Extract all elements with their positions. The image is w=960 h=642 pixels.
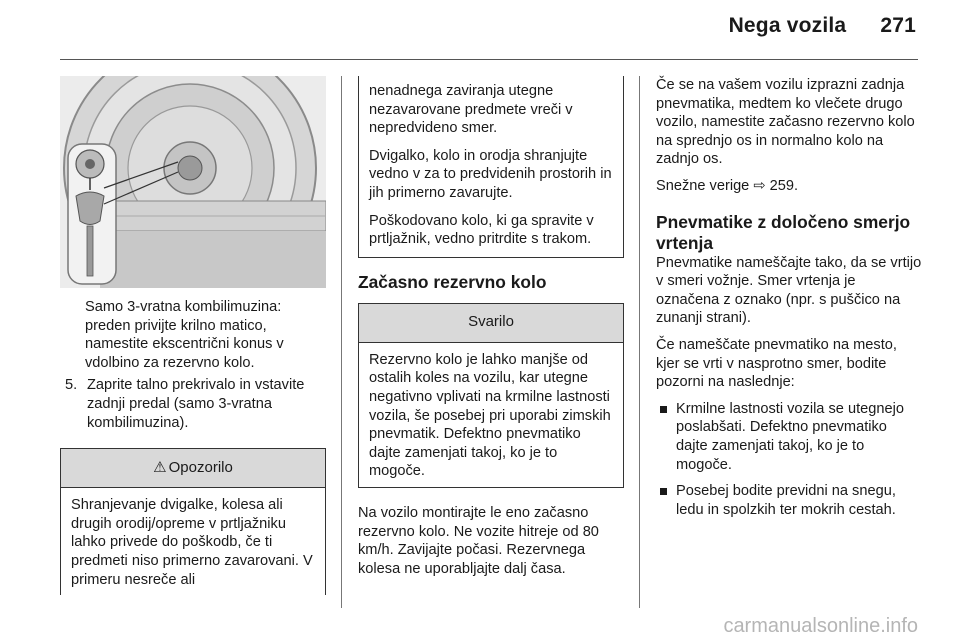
column-divider-1 — [341, 76, 342, 608]
bullet-square — [660, 406, 667, 413]
warning-header — [61, 449, 325, 488]
step-5 — [60, 376, 326, 432]
section-heading-spare-wheel: Začasno rezervno kolo — [358, 271, 547, 292]
warning-box-continued — [358, 76, 624, 258]
warning-body: Shranjevanje dvigalke, kolesa ali drugih orodij/opreme v prtljažniku lahko privede do poškodb, če ti predmeti niso primerno zavarovani. V primeru nesreče ali — [71, 497, 313, 588]
caution-title: Svarilo — [468, 313, 514, 331]
list-item-text: Posebej bodite previdni na snegu, ledu in spolzkih ter mokrih cestah. — [676, 483, 896, 518]
page-header — [729, 14, 916, 38]
step-text: Zaprite talno prekrivalo in vstavite zadnji predal (samo 3-vratna kombilimuzina). — [87, 377, 305, 431]
column-1 — [60, 76, 326, 595]
column-2 — [358, 76, 624, 586]
spare-wheel-illustration — [60, 76, 326, 288]
paragraph-mounting: Pnevmatike nameščajte tako, da se vrtijo v smeri vožnje. Smer vrtenja je označena z oznako (npr. s puščico na zunanji strani). — [656, 254, 922, 327]
paragraph-towing: Če se na vašem vozilu izprazni zadnja pnevmatika, medtem ko vlečete drugo vozilo, namestite začasno rezervno kolo na sprednjo os in normalno kolo na zadnjo os. — [656, 77, 915, 168]
section-heading-directional-tyres: Pnevmatike z določeno smerjo vrtenja — [656, 211, 911, 253]
column-divider-2 — [639, 76, 640, 608]
list-item-text: Krmilne lastnosti vozila se utegnejo poslabšati. Defektno pnevmatiko dajte zamenjati takoj, ko je to mogoče. — [676, 400, 904, 473]
spare-wheel-paragraph: Na vozilo montirajte le eno začasno rezervno kolo. Ne vozite hitreje od 80 km/h. Zavijajte počasi. Rezervnega kolesa ne uporabljajte dalj časa. — [358, 504, 599, 577]
bullet-square — [660, 488, 667, 495]
caution-box — [358, 303, 624, 488]
step-continuation: Samo 3-vratna kombilimuzina: preden privijte krilno matico, namestite ekscentrični konus v vdolbino za rezervno kolo. — [85, 299, 284, 371]
warning-box — [60, 448, 326, 595]
caution-body: Rezervno kolo je lahko manjše od ostalih koles na vozilu, kar utegne negativno vplivati na krmilne lastnosti vozila, še posebej pri uporabi zimskih pnevmatik. Defektno pnevmatiko dajte zamenjati takoj, ko je to mogoče. — [369, 351, 611, 480]
warning-cont-3: Poškodovano kolo, ki ga spravite v prtljažnik, vedno pritrdite s trakom. — [369, 212, 594, 248]
spare-wheel-drawing — [60, 76, 326, 288]
section-title: Nega vozila — [728, 14, 847, 37]
list-item — [656, 400, 922, 474]
snow-chains-text: Snežne verige — [656, 177, 750, 194]
paragraph-opposite-direction: Če nameščate pnevmatiko na mesto, kjer se vrti v nasprotno smer, bodite pozorni na naslednje: — [656, 336, 897, 391]
watermark: carmanualsonline.info — [723, 615, 918, 637]
snow-chains-page: 259. — [769, 177, 799, 194]
snow-chains-reference — [656, 177, 922, 196]
arrow-reference-icon: ⇨ — [753, 177, 766, 194]
column-3 — [656, 76, 922, 527]
warning-cont-2: Dvigalko, kolo in orodja shranjujte vedno v za to predvidenih prostorih in jih primerno zavarujte. — [369, 147, 612, 201]
warning-cont-1: nenadnega zaviranja utegne nezavarovane predmete vreči v nepredvideno smer. — [369, 83, 573, 137]
header-rule — [60, 59, 918, 60]
list-item — [656, 482, 922, 519]
warning-triangle-icon: ⚠ — [153, 458, 167, 476]
page-number: 271 — [880, 14, 916, 37]
step-number: 5. — [65, 377, 78, 394]
caution-header — [359, 304, 623, 343]
bullet-list — [656, 400, 922, 520]
warning-title: Opozorilo — [168, 458, 233, 476]
